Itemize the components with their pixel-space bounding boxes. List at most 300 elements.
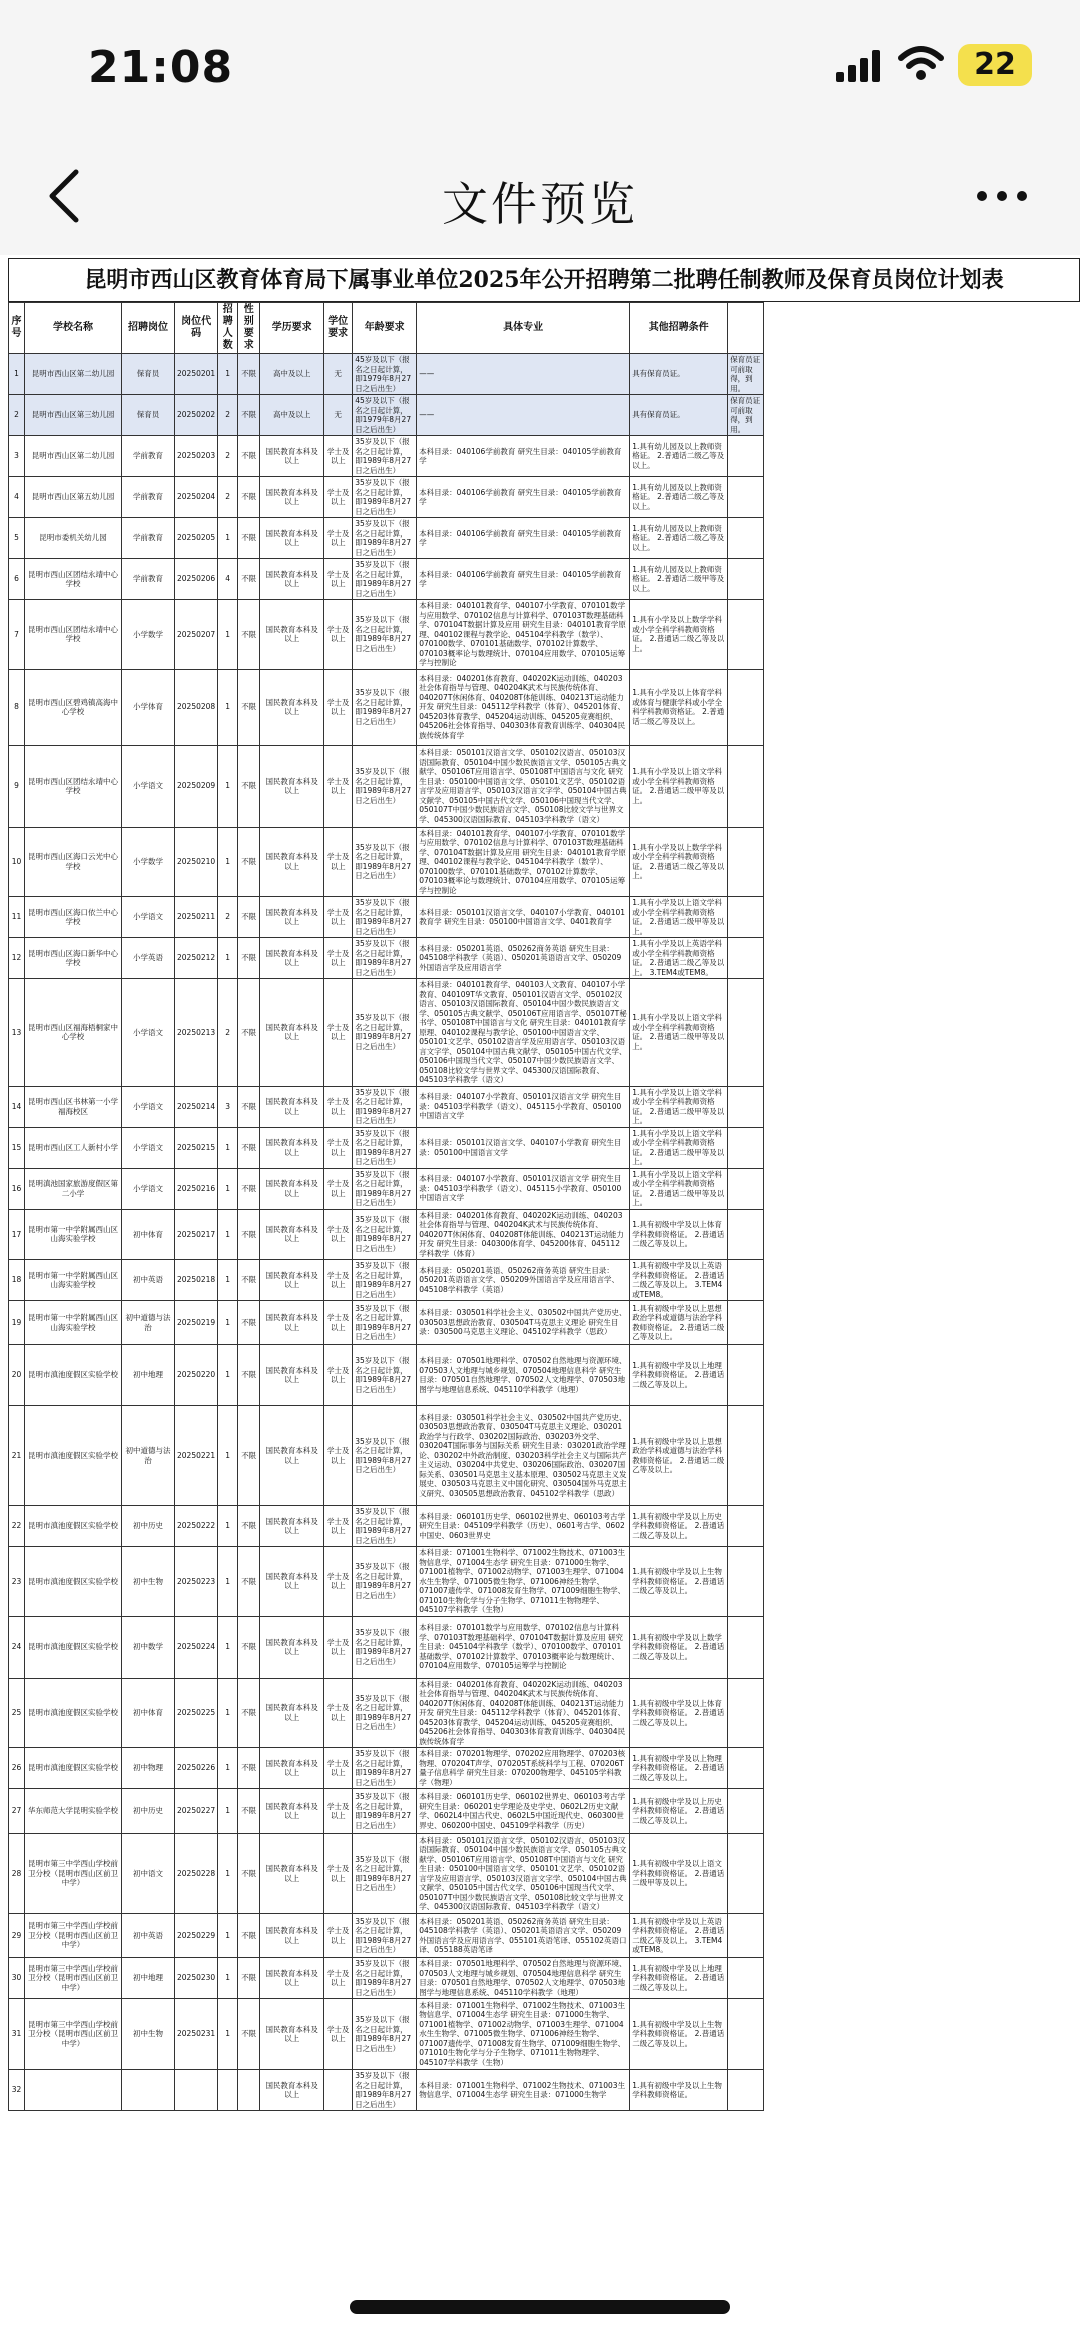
cell-education: 国民教育本科及以上 [260, 1789, 324, 1834]
cell-count: 1 [218, 1547, 238, 1617]
cell-code: 20250225 [175, 1678, 218, 1748]
cell-age: 35岁及以下（报名之日起计算，即1989年8月27日之后出生） [353, 559, 417, 600]
cell-school: 昆明市西山区碧鸡镇高海中心学校 [25, 669, 122, 745]
cell-position: 学前教育 [122, 436, 175, 477]
table-row [9, 1748, 764, 1789]
cell-education: 国民教育本科及以上 [260, 1127, 324, 1168]
cell-major: 本科目录：040101教育学、040107小学教育、070101数学与应用数学、070102信息与计算科学、070103T数理基础科学、070104T数据计算及应用 研究生目录：040101教育学原理、040102课程与教学论、045104学科教学（数学）、070100数学、070101基础数学、070102计算数学、070103概率论与数理统计、070104应用数学、070105运筹学与控制论 [417, 600, 630, 670]
cell-seq: 2 [9, 395, 25, 436]
cell-seq: 3 [9, 436, 25, 477]
table-row [9, 1301, 764, 1345]
cell-gender: 不限 [238, 395, 260, 436]
cell-gender: 不限 [238, 1406, 260, 1506]
cell-seq: 16 [9, 1168, 25, 1209]
cell-age: 35岁及以下（报名之日起计算，即1989年8月27日之后出生） [353, 1168, 417, 1209]
cell-school: 昆明市第一中学附属西山区山海实验学校 [25, 1301, 122, 1345]
cell-school: 昆明市滇池度假区实验学校 [25, 1547, 122, 1617]
recruitment-table [8, 302, 764, 2111]
cell-gender: 不限 [238, 477, 260, 518]
cell-age: 35岁及以下（报名之日起计算，即1989年8月27日之后出生） [353, 745, 417, 827]
cell-age: 35岁及以下（报名之日起计算，即1989年8月27日之后出生） [353, 979, 417, 1087]
cell-education: 国民教育本科及以上 [260, 1834, 324, 1914]
cell-seq: 15 [9, 1127, 25, 1168]
cell-school: 昆明市第三中学西山学校前卫分校（昆明市西山区前卫中学） [25, 1914, 122, 1958]
cell-seq: 4 [9, 477, 25, 518]
table-row [9, 1834, 764, 1914]
cell-code: 20250206 [175, 559, 218, 600]
cell-school: 昆明市滇池度假区实验学校 [25, 1345, 122, 1406]
cell-position: 保育员 [122, 395, 175, 436]
cell-note [728, 938, 764, 979]
cell-school: 昆明市西山区海口依兰中心学校 [25, 897, 122, 938]
cell-education: 国民教育本科及以上 [260, 1209, 324, 1260]
cell-school: 昆明市西山区团结永靖中心学校 [25, 600, 122, 670]
cell-degree: 学士及以上 [324, 1301, 353, 1345]
cell-other: 1.具有小学及以上语文学科或小学全科学科教师资格证。 2.普通话二级甲等及以上。 [630, 979, 728, 1087]
cell-seq: 8 [9, 669, 25, 745]
cell-code: 20250215 [175, 1127, 218, 1168]
cell-seq: 25 [9, 1678, 25, 1748]
cell-school: 昆明市第三中学西山学校前卫分校（昆明市西山区前卫中学） [25, 1834, 122, 1914]
cell-code: 20250203 [175, 436, 218, 477]
cell-count: 4 [218, 559, 238, 600]
cell-seq: 31 [9, 1999, 25, 2070]
cell-position: 初中语文 [122, 1834, 175, 1914]
cell-other: 1.具有小学及以上英语学科或小学全科学科教师资格证。 2.普通话二级乙等及以上。 3.TEM4或TEM8。 [630, 938, 728, 979]
cell-code: 20250229 [175, 1914, 218, 1958]
cell-major: 本科目录：070501地理科学、070502自然地理与资源环境、070503人文地理与城乡规划、070504地理信息科学 研究生目录：070501自然地理学、070502人文地理学、070503地图学与地理信息系统、045110学科教学（地理） [417, 1958, 630, 1999]
cell-major: 本科目录：040107小学教育、050101汉语言文学 研究生目录：045103学科教学（语文）、045115小学教育、050100中国语言文学 [417, 1086, 630, 1127]
cell-code: 20250209 [175, 745, 218, 827]
cell-position: 小学语文 [122, 1127, 175, 1168]
cell-school: 昆明市西山区第三幼儿园 [25, 395, 122, 436]
cell-position: 初中历史 [122, 1506, 175, 1547]
cell-major: 本科目录：040201体育教育、040202K运动训练、040203社会体育指导与管理、040204K武术与民族传统体育、040207T休闲体育、040208T体能训练、040213T运动能力开发 研究生目录：045112学科教学（体育）、045201体育、045203体育教学、045204运动训练、045205竞赛组织、045206社会体育指导、040303体育教育训练学、040304民族传统体育学 [417, 1678, 630, 1748]
table-header-row [9, 303, 764, 354]
cell-major: 本科目录：071001生物科学、071002生物技术、071003生物信息学、071004生态学 研究生目录：071000生物学 [417, 2070, 630, 2111]
cell-gender: 不限 [238, 897, 260, 938]
cell-school: 昆明市滇池度假区实验学校 [25, 1506, 122, 1547]
cell-degree: 学士及以上 [324, 1789, 353, 1834]
cell-age: 35岁及以下（报名之日起计算，即1989年8月27日之后出生） [353, 1345, 417, 1406]
cell-count: 1 [218, 1958, 238, 1999]
cell-education: 国民教育本科及以上 [260, 827, 324, 897]
cell-position: 初中物理 [122, 1748, 175, 1789]
col-header: 性别要求 [238, 303, 260, 354]
table-row [9, 2070, 764, 2111]
cell-school: 昆明市西山区第二幼儿园 [25, 354, 122, 395]
cell-seq: 5 [9, 518, 25, 559]
cell-gender: 不限 [238, 518, 260, 559]
cell-school: 昆明市第三中学西山学校前卫分校（昆明市西山区前卫中学） [25, 1958, 122, 1999]
cell-degree: 学士及以上 [324, 1260, 353, 1301]
cell-school: 昆明市滇池度假区实验学校 [25, 1616, 122, 1678]
navigation-bar [0, 140, 1080, 255]
cell-code: 20250205 [175, 518, 218, 559]
cell-education: 国民教育本科及以上 [260, 600, 324, 670]
cell-degree: 学士及以上 [324, 1209, 353, 1260]
cell-other: 1.具有初级中学及以上思想政治学科或道德与法治学科教师资格证。 2.普通话二级乙等及以上。 [630, 1406, 728, 1506]
cell-seq: 11 [9, 897, 25, 938]
table-row [9, 745, 764, 827]
cell-major: —— [417, 354, 630, 395]
cell-school: 昆明市西山区福海梧桐家中心学校 [25, 979, 122, 1087]
cell-school: 昆明市西山区工人新村小学 [25, 1127, 122, 1168]
cell-count: 2 [218, 395, 238, 436]
cell-degree: 学士及以上 [324, 1616, 353, 1678]
table-body [9, 354, 764, 2111]
cell-gender: 不限 [238, 979, 260, 1087]
cell-age: 35岁及以下（报名之日起计算，即1989年8月27日之后出生） [353, 1914, 417, 1958]
cell-education: 国民教育本科及以上 [260, 1345, 324, 1406]
cell-age: 35岁及以下（报名之日起计算，即1989年8月27日之后出生） [353, 669, 417, 745]
cell-other: 具有保育员证。 [630, 354, 728, 395]
table-row [9, 354, 764, 395]
cell-degree: 学士及以上 [324, 938, 353, 979]
cell-age: 35岁及以下（报名之日起计算，即1989年8月27日之后出生） [353, 2070, 417, 2111]
cell-school: 昆明市委机关幼儿园 [25, 518, 122, 559]
cell-other: 1.具有小学及以上数学学科或小学全科学科教师资格证。 2.普通话二级乙等及以上。 [630, 827, 728, 897]
cell-age: 35岁及以下（报名之日起计算，即1989年8月27日之后出生） [353, 1086, 417, 1127]
table-row [9, 1168, 764, 1209]
page-title: 文件预览 [442, 177, 638, 231]
cell-gender: 不限 [238, 1834, 260, 1914]
cell-other: 1.具有小学及以上数学学科或小学全科学科教师资格证。 2.普通话二级乙等及以上。 [630, 600, 728, 670]
cell-seq: 12 [9, 938, 25, 979]
cell-seq: 13 [9, 979, 25, 1087]
cell-other: 1.具有小学及以上语文学科或小学全科学科教师资格证。 2.普通话二级甲等及以上。 [630, 1086, 728, 1127]
cell-gender: 不限 [238, 1260, 260, 1301]
table-row [9, 897, 764, 938]
cell-note [728, 1506, 764, 1547]
cell-education: 国民教育本科及以上 [260, 1748, 324, 1789]
cell-code: 20250211 [175, 897, 218, 938]
table-row [9, 669, 764, 745]
cell-position [122, 2070, 175, 2111]
cell-code: 20250223 [175, 1547, 218, 1617]
cell-school: 昆明市滇池度假区实验学校 [25, 1748, 122, 1789]
cell-school: 华东师范大学昆明实验学校 [25, 1789, 122, 1834]
cell-age: 35岁及以下（报名之日起计算，即1989年8月27日之后出生） [353, 1789, 417, 1834]
cell-count: 1 [218, 669, 238, 745]
cell-school [25, 2070, 122, 2111]
cell-age: 45岁及以下（报名之日起计算，即1979年8月27日之后出生） [353, 354, 417, 395]
cell-count: 1 [218, 1209, 238, 1260]
cell-position: 小学英语 [122, 938, 175, 979]
cell-seq: 10 [9, 827, 25, 897]
cell-position: 初中英语 [122, 1260, 175, 1301]
cell-education: 国民教育本科及以上 [260, 1999, 324, 2070]
cell-other: 1.具有初级中学及以上思想政治学科或道德与法治学科教师资格证。 2.普通话二级乙等及以上。 [630, 1301, 728, 1345]
cell-gender: 不限 [238, 1345, 260, 1406]
table-row [9, 600, 764, 670]
cell-position: 小学体育 [122, 669, 175, 745]
cell-seq: 18 [9, 1260, 25, 1301]
cell-count: 1 [218, 1678, 238, 1748]
cell-position: 初中地理 [122, 1958, 175, 1999]
cell-seq: 22 [9, 1506, 25, 1547]
cell-school: 昆明滇池国家旅游度假区第二小学 [25, 1168, 122, 1209]
cell-other: 1.具有初级中学及以上生物学科教师资格证。 [630, 2070, 728, 2111]
cell-position: 初中地理 [122, 1345, 175, 1406]
cell-position: 初中英语 [122, 1914, 175, 1958]
table-row [9, 827, 764, 897]
cell-count: 1 [218, 1301, 238, 1345]
cell-major: 本科目录：040106学前教育 研究生目录：040105学前教育学 [417, 559, 630, 600]
cell-count: 1 [218, 745, 238, 827]
cell-seq: 27 [9, 1789, 25, 1834]
cell-gender: 不限 [238, 354, 260, 395]
cell-other: 1.具有小学及以上语文学科或小学全科学科教师资格证。 2.普通话二级甲等及以上。 [630, 1127, 728, 1168]
cell-code: 20250208 [175, 669, 218, 745]
cell-note [728, 669, 764, 745]
cell-gender: 不限 [238, 1616, 260, 1678]
cell-degree: 学士及以上 [324, 1086, 353, 1127]
cell-code: 20250228 [175, 1834, 218, 1914]
cell-gender: 不限 [238, 1086, 260, 1127]
cell-education: 国民教育本科及以上 [260, 1914, 324, 1958]
cell-age: 35岁及以下（报名之日起计算，即1989年8月27日之后出生） [353, 1834, 417, 1914]
table-row [9, 1127, 764, 1168]
cell-education: 国民教育本科及以上 [260, 1958, 324, 1999]
cell-code: 20250227 [175, 1789, 218, 1834]
cell-other: 1.具有初级中学及以上体育学科教师资格证。 2.普通话二级乙等及以上。 [630, 1209, 728, 1260]
cell-age: 35岁及以下（报名之日起计算，即1989年8月27日之后出生） [353, 436, 417, 477]
cell-degree: 学士及以上 [324, 669, 353, 745]
cell-count: 1 [218, 1834, 238, 1914]
cell-other: 1.具有初级中学及以上英语学科教师资格证。 2.普通话二级乙等及以上。 3.TEM4或TEM8。 [630, 1914, 728, 1958]
col-header [728, 303, 764, 354]
cell-gender: 不限 [238, 1301, 260, 1345]
cell-other: 1.具有幼儿园及以上教师资格证。 2.普通话二级乙等及以上。 [630, 518, 728, 559]
cell-code: 20250222 [175, 1506, 218, 1547]
cell-other: 1.具有初级中学及以上历史学科教师资格证。 2.普通话二级乙等及以上。 [630, 1506, 728, 1547]
cell-note [728, 827, 764, 897]
cell-note [728, 559, 764, 600]
cell-major: 本科目录：060101历史学、060102世界史、060103考古学 研究生目录：045109学科教学（历史）、0601考古学、0602中国史、0603世界史 [417, 1506, 630, 1547]
cell-gender: 不限 [238, 1127, 260, 1168]
cell-seq: 21 [9, 1406, 25, 1506]
table-row [9, 1345, 764, 1406]
cell-age: 35岁及以下（报名之日起计算，即1989年8月27日之后出生） [353, 1616, 417, 1678]
cell-code: 20250217 [175, 1209, 218, 1260]
cell-count: 3 [218, 1086, 238, 1127]
cell-other: 1.具有初级中学及以上地理学科教师资格证。 2.普通话二级乙等及以上。 [630, 1345, 728, 1406]
cell-count: 1 [218, 1406, 238, 1506]
cell-count: 2 [218, 477, 238, 518]
cell-age: 35岁及以下（报名之日起计算，即1989年8月27日之后出生） [353, 600, 417, 670]
cell-position: 学前教育 [122, 559, 175, 600]
cell-note [728, 1914, 764, 1958]
cell-seq: 1 [9, 354, 25, 395]
cell-note [728, 1999, 764, 2070]
cell-other: 1.具有初级中学及以上语文学科教师资格证。 2.普通话二级甲等及以上。 [630, 1834, 728, 1914]
cell-seq: 19 [9, 1301, 25, 1345]
cell-major: 本科目录：030501科学社会主义、030502中国共产党历史、030503思想政治教育、030504T马克思主义理论 研究生目录：030500马克思主义理论、045102学科教学（思政） [417, 1301, 630, 1345]
cell-degree: 学士及以上 [324, 518, 353, 559]
cell-education: 高中及以上 [260, 354, 324, 395]
cell-code: 20250220 [175, 1345, 218, 1406]
cell-code: 20250219 [175, 1301, 218, 1345]
home-indicator[interactable] [350, 2300, 730, 2314]
cell-degree: 无 [324, 395, 353, 436]
document-preview[interactable] [8, 258, 1080, 2337]
cell-major: 本科目录：071001生物科学、071002生物技术、071003生物信息学、071004生态学 研究生目录：071000生物学、071001植物学、071002动物学、071003生理学、071004水生生物学、071005微生物学、071006神经生物学、071007遗传学、071008发育生物学、071009细胞生物学、071010生物化学与分子生物学、071011生物物理学、045107学科教学（生物） [417, 1547, 630, 1617]
cell-code [175, 2070, 218, 2111]
cell-education: 国民教育本科及以上 [260, 1086, 324, 1127]
status-bar [0, 0, 1080, 140]
cell-other: 1.具有初级中学及以上历史学科教师资格证。 2.普通话二级乙等及以上。 [630, 1789, 728, 1834]
document-title: 昆明市西山区教育体育局下属事业单位2025年公开招聘第二批聘任制教师及保育员岗位计划表 [8, 258, 1080, 302]
cell-education: 国民教育本科及以上 [260, 477, 324, 518]
cell-age: 35岁及以下（报名之日起计算，即1989年8月27日之后出生） [353, 1301, 417, 1345]
col-header: 招聘人数 [218, 303, 238, 354]
cell-degree: 学士及以上 [324, 1834, 353, 1914]
cell-age: 35岁及以下（报名之日起计算，即1989年8月27日之后出生） [353, 1260, 417, 1301]
cell-note [728, 1301, 764, 1345]
cell-major: 本科目录：050101汉语言文学、040107小学教育 研究生目录：050100中国语言文学 [417, 1127, 630, 1168]
cell-position: 小学数学 [122, 827, 175, 897]
cell-position: 初中历史 [122, 1789, 175, 1834]
cell-major: 本科目录：050101汉语言文学、050102汉语言、050103汉语国际教育、050104中国少数民族语言文学、050105古典文献学、050106T应用语言学、050108T中国语言与文化 研究生目录：050100中国语言文学、050101文艺学、050102语言学及应用语言学、050103汉语言文字学、050104中国古典文献学、050105中国古代文学、050106中国现当代文学、050107T中国少数民族语言文学、050108比较文学与世界文学、045300汉语国际教育、045103学科教学（语文） [417, 1834, 630, 1914]
cell-count: 1 [218, 938, 238, 979]
col-header: 招聘岗位 [122, 303, 175, 354]
cell-gender: 不限 [238, 436, 260, 477]
cell-note [728, 477, 764, 518]
cell-note: 保育员证可前取得，到用。 [728, 395, 764, 436]
cell-code: 20250204 [175, 477, 218, 518]
cell-school: 昆明市第一中学附属西山区山海实验学校 [25, 1209, 122, 1260]
cell-degree: 无 [324, 354, 353, 395]
cell-education: 国民教育本科及以上 [260, 745, 324, 827]
cell-major: 本科目录：040107小学教育、050101汉语言文学 研究生目录：045103学科教学（语文）、045115小学教育、050100中国语言文学 [417, 1168, 630, 1209]
cell-position: 学前教育 [122, 477, 175, 518]
cell-note [728, 436, 764, 477]
cell-gender: 不限 [238, 1914, 260, 1958]
cell-gender: 不限 [238, 938, 260, 979]
cell-age: 45岁及以下（报名之日起计算，即1979年8月27日之后出生） [353, 395, 417, 436]
col-header: 具体专业 [417, 303, 630, 354]
cell-gender: 不限 [238, 1999, 260, 2070]
table-row [9, 477, 764, 518]
cell-age: 35岁及以下（报名之日起计算，即1989年8月27日之后出生） [353, 1748, 417, 1789]
cell-position: 小学语文 [122, 979, 175, 1087]
cell-school: 昆明市滇池度假区实验学校 [25, 1678, 122, 1748]
cell-degree: 学士及以上 [324, 1914, 353, 1958]
cell-school: 昆明市第三中学西山学校前卫分校（昆明市西山区前卫中学） [25, 1999, 122, 2070]
cell-education: 国民教育本科及以上 [260, 1168, 324, 1209]
cell-school: 昆明市滇池度假区实验学校 [25, 1406, 122, 1506]
table-row [9, 518, 764, 559]
cell-degree: 学士及以上 [324, 477, 353, 518]
cell-position: 学前教育 [122, 518, 175, 559]
cell-note: 保育员证可前取得，到用。 [728, 354, 764, 395]
table-row [9, 1260, 764, 1301]
cell-note [728, 1127, 764, 1168]
cell-seq: 20 [9, 1345, 25, 1406]
cell-count: 1 [218, 827, 238, 897]
cell-other: 1.具有初级中学及以上地理学科教师资格证。 2.普通话二级乙等及以上。 [630, 1958, 728, 1999]
col-header: 序号 [9, 303, 25, 354]
cell-gender: 不限 [238, 1958, 260, 1999]
cell-note [728, 2070, 764, 2111]
cell-position: 初中生物 [122, 1999, 175, 2070]
cell-degree: 学士及以上 [324, 897, 353, 938]
cell-school: 昆明市西山区海口云光中心学校 [25, 827, 122, 897]
cell-degree: 学士及以上 [324, 1127, 353, 1168]
cell-seq: 17 [9, 1209, 25, 1260]
more-horizontal-icon[interactable] [972, 176, 1032, 216]
cell-position: 初中体育 [122, 1209, 175, 1260]
cell-note [728, 897, 764, 938]
cell-school: 昆明市西山区第五幼儿园 [25, 477, 122, 518]
cell-gender: 不限 [238, 1678, 260, 1748]
cell-gender: 不限 [238, 1547, 260, 1617]
cell-note [728, 1834, 764, 1914]
table-row [9, 979, 764, 1087]
cell-education: 国民教育本科及以上 [260, 1260, 324, 1301]
cell-education: 国民教育本科及以上 [260, 1506, 324, 1547]
cell-code: 20250231 [175, 1999, 218, 2070]
cell-major: 本科目录：040201体育教育、040202K运动训练、040203社会体育指导与管理、040204K武术与民族传统体育、040207T休闲体育、040208T体能训练、040213T运动能力开发 研究生目录：040300体育学、045200体育、045112学科教学（体育） [417, 1209, 630, 1260]
cell-age: 35岁及以下（报名之日起计算，即1989年8月27日之后出生） [353, 1678, 417, 1748]
cell-count: 1 [218, 1127, 238, 1168]
cell-school: 昆明市西山区海口新华中心学校 [25, 938, 122, 979]
cell-note [728, 1345, 764, 1406]
cell-other: 1.具有初级中学及以上生物学科教师资格证。 2.普通话二级乙等及以上。 [630, 1547, 728, 1617]
cell-code: 20250201 [175, 354, 218, 395]
cell-note [728, 600, 764, 670]
cell-code: 20250202 [175, 395, 218, 436]
cell-position: 初中数学 [122, 1616, 175, 1678]
cell-gender: 不限 [238, 1789, 260, 1834]
cell-count: 1 [218, 1789, 238, 1834]
cell-position: 小学语文 [122, 1086, 175, 1127]
cell-major: 本科目录：070501地理科学、070502自然地理与资源环境、070503人文地理与城乡规划、070504地理信息科学 研究生目录：070501自然地理学、070502人文地理学、070503地图学与地理信息系统、045110学科教学（地理） [417, 1345, 630, 1406]
cell-position: 初中道德与法治 [122, 1301, 175, 1345]
cell-note [728, 1209, 764, 1260]
cell-education: 国民教育本科及以上 [260, 897, 324, 938]
cell-education: 国民教育本科及以上 [260, 1678, 324, 1748]
cell-education: 国民教育本科及以上 [260, 1616, 324, 1678]
cell-school: 昆明市西山区第二幼儿园 [25, 436, 122, 477]
cell-seq: 7 [9, 600, 25, 670]
table-row [9, 1209, 764, 1260]
cell-degree: 学士及以上 [324, 1345, 353, 1406]
cell-education: 国民教育本科及以上 [260, 669, 324, 745]
cell-count: 1 [218, 354, 238, 395]
cell-other: 1.具有小学及以上语文学科或小学全科学科教师资格证。 2.普通话二级甲等及以上。 [630, 1168, 728, 1209]
cell-count: 2 [218, 979, 238, 1087]
cell-other: 1.具有小学及以上语文学科或小学全科学科教师资格证。 2.普通话二级甲等及以上。 [630, 745, 728, 827]
table-row [9, 1547, 764, 1617]
cell-code: 20250230 [175, 1958, 218, 1999]
table-row [9, 1678, 764, 1748]
cell-seq: 23 [9, 1547, 25, 1617]
cell-note [728, 518, 764, 559]
cell-seq: 6 [9, 559, 25, 600]
cell-note [728, 1748, 764, 1789]
cell-degree: 学士及以上 [324, 600, 353, 670]
cell-position: 初中体育 [122, 1678, 175, 1748]
cell-seq: 30 [9, 1958, 25, 1999]
cell-degree: 学士及以上 [324, 1168, 353, 1209]
cell-age: 35岁及以下（报名之日起计算，即1989年8月27日之后出生） [353, 1127, 417, 1168]
cell-count: 1 [218, 1914, 238, 1958]
cell-education: 国民教育本科及以上 [260, 559, 324, 600]
table-row [9, 1506, 764, 1547]
cell-code: 20250212 [175, 938, 218, 979]
